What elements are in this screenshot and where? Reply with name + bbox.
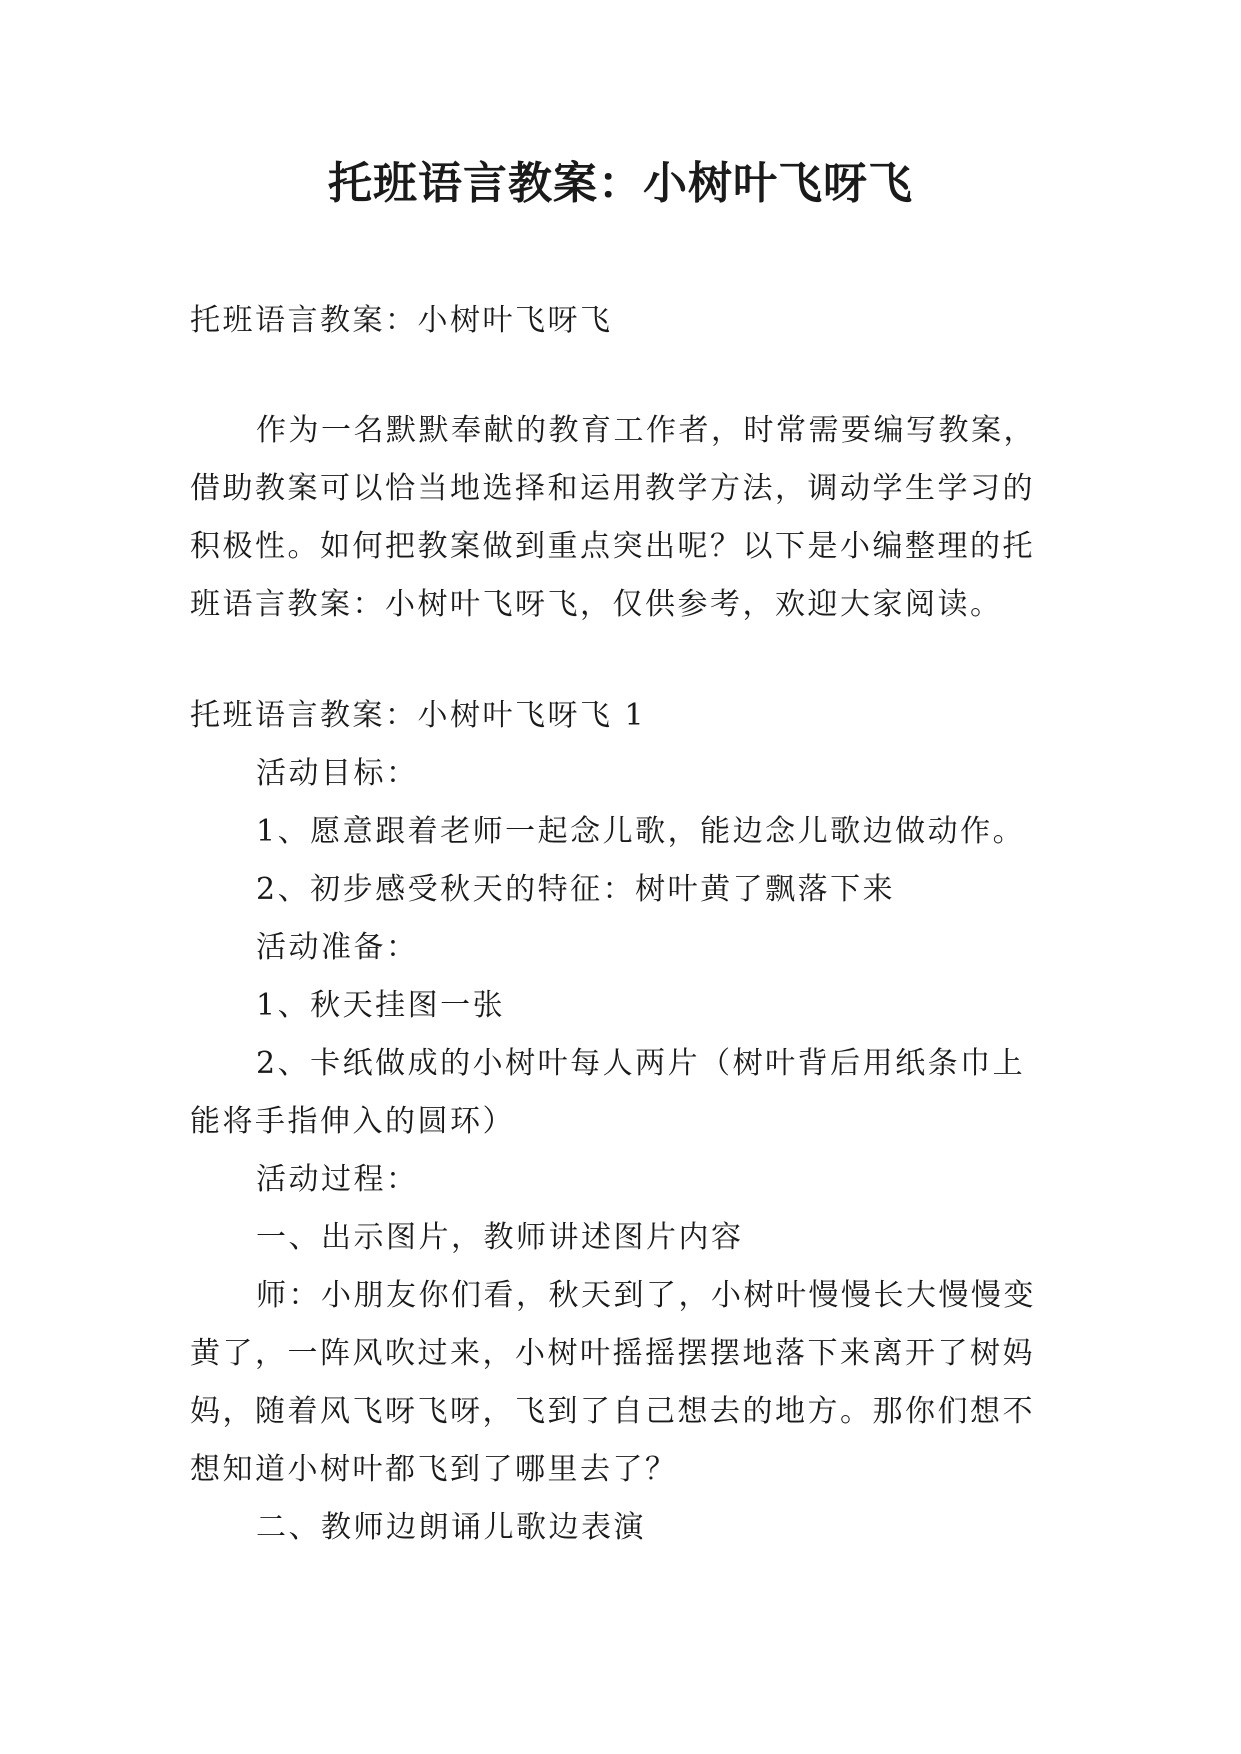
intro-line-4: 班语言教案：小树叶飞呀飞，仅供参考，欢迎大家阅读。 [190,587,1003,622]
intro-line-1: 作为一名默默奉献的教育工作者，时常需要编写教案， [256,413,1036,448]
body-line-14: 二、教师边朗诵儿歌边表演 [256,1510,646,1545]
body-line-7: 能将手指伸入的圆环） [190,1104,515,1139]
intro-line-3: 积极性。如何把教案做到重点突出呢？以下是小编整理的托 [190,529,1035,564]
body-line-10: 师：小朋友你们看，秋天到了，小树叶慢慢长大慢慢变 [256,1278,1036,1313]
body-line-3: 2、初步感受秋天的特征：树叶黄了飘落下来 [256,872,896,907]
body-line-8: 活动过程： [256,1162,419,1197]
body-line-4: 活动准备： [256,930,419,965]
intro-line-2: 借助教案可以恰当地选择和运用教学方法，调动学生学习的 [190,471,1035,506]
body-line-6: 2、卡纸做成的小树叶每人两片（树叶背后用纸条巾上 [256,1046,1026,1081]
document-title: 托班语言教案：小树叶飞呀飞 [328,158,913,209]
body-line-2: 1、愿意跟着老师一起念儿歌，能边念儿歌边做动作。 [256,814,1026,849]
body-line-5: 1、秋天挂图一张 [256,988,506,1023]
body-line-1: 活动目标： [256,756,419,791]
subtitle-line: 托班语言教案：小树叶飞呀飞 [190,303,613,338]
section-heading: 托班语言教案：小树叶飞呀飞 1 [190,698,647,733]
body-line-12: 妈，随着风飞呀飞呀，飞到了自己想去的地方。那你们想不 [190,1394,1035,1429]
body-line-9: 一、出示图片，教师讲述图片内容 [256,1220,744,1255]
body-line-13: 想知道小树叶都飞到了哪里去了？ [190,1452,678,1487]
body-line-11: 黄了，一阵风吹过来，小树叶摇摇摆摆地落下来离开了树妈 [190,1336,1035,1371]
